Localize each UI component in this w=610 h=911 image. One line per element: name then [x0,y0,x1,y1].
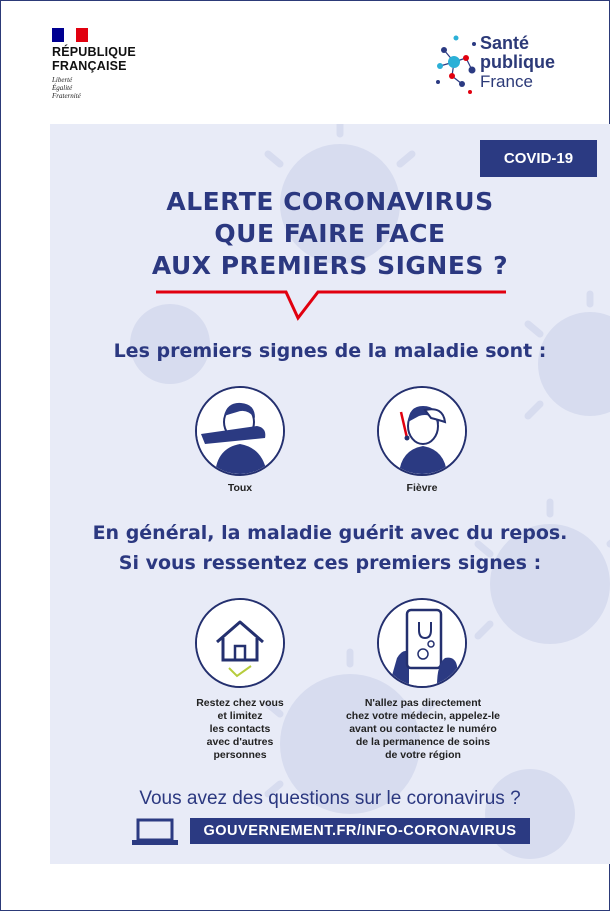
cough-icon [195,386,285,476]
sante-publique-france-logo [430,30,570,100]
motto-liberte: Liberté [52,76,73,84]
advice-stay-home [180,697,300,762]
title-line-2: QUE FAIRE FACE [214,219,446,248]
main-title [100,186,560,282]
advice-call-doctor-line-4: de la permanence de soins [355,736,491,748]
advice-stay-home-line-3: les contacts [209,723,271,735]
speech-bubble-underline-icon [150,284,510,324]
symptom-fever-label: Fièvre [406,482,438,494]
advice-call-doctor-line-2: chez votre médecin, appelez-le [345,710,501,722]
advice-stay-home-line-1: Restez chez vous [196,697,284,709]
republique-line2: FRANÇAISE [52,59,127,73]
advice-intro-line-1: En général, la maladie guérit avec du repos. [92,522,568,544]
advice-stay-home-line-4: avec d'autres [206,736,274,748]
fever-icon [377,386,467,476]
motto-egalite: Égalité [52,84,73,92]
brand-publique: publique [480,52,555,72]
advice-intro-line-2: Si vous ressentez ces premiers signes : [118,552,542,574]
advice-call-doctor-line-5: de votre région [385,749,461,761]
symptoms-heading: Les premiers signes de la maladie sont : [113,340,547,362]
advice-call-doctor-line-3: avant ou contactez le numéro [349,723,497,735]
symptom-cough-label: Toux [227,482,253,494]
french-flag-icon [52,28,88,42]
advice-call-doctor [335,697,511,762]
phone-call-doctor-icon [377,598,467,688]
covid-19-badge: COVID-19 [480,140,597,177]
info-url-link[interactable]: GOUVERNEMENT.FR/INFO-CORONAVIRUS [190,818,530,844]
brand-sante: Santé [480,33,530,53]
stay-home-icon [195,598,285,688]
title-line-3: AUX PREMIERS SIGNES ? [151,251,509,280]
brand-france: France [480,72,533,91]
advice-stay-home-line-2: et limitez [217,710,263,722]
advice-call-doctor-line-1: N'allez pas directement [364,697,482,709]
motto-fraternite: Fraternité [52,92,81,100]
republique-francaise-logo [52,28,136,100]
laptop-icon [132,818,178,846]
republique-line1: RÉPUBLIQUE [52,45,136,59]
advice-stay-home-line-5: personnes [213,749,267,761]
questions-prompt: Vous avez des questions sur le coronavirus ? [139,788,521,809]
advice-intro [50,518,610,578]
title-line-1: ALERTE CORONAVIRUS [166,187,494,216]
network-dots-icon [430,30,480,100]
